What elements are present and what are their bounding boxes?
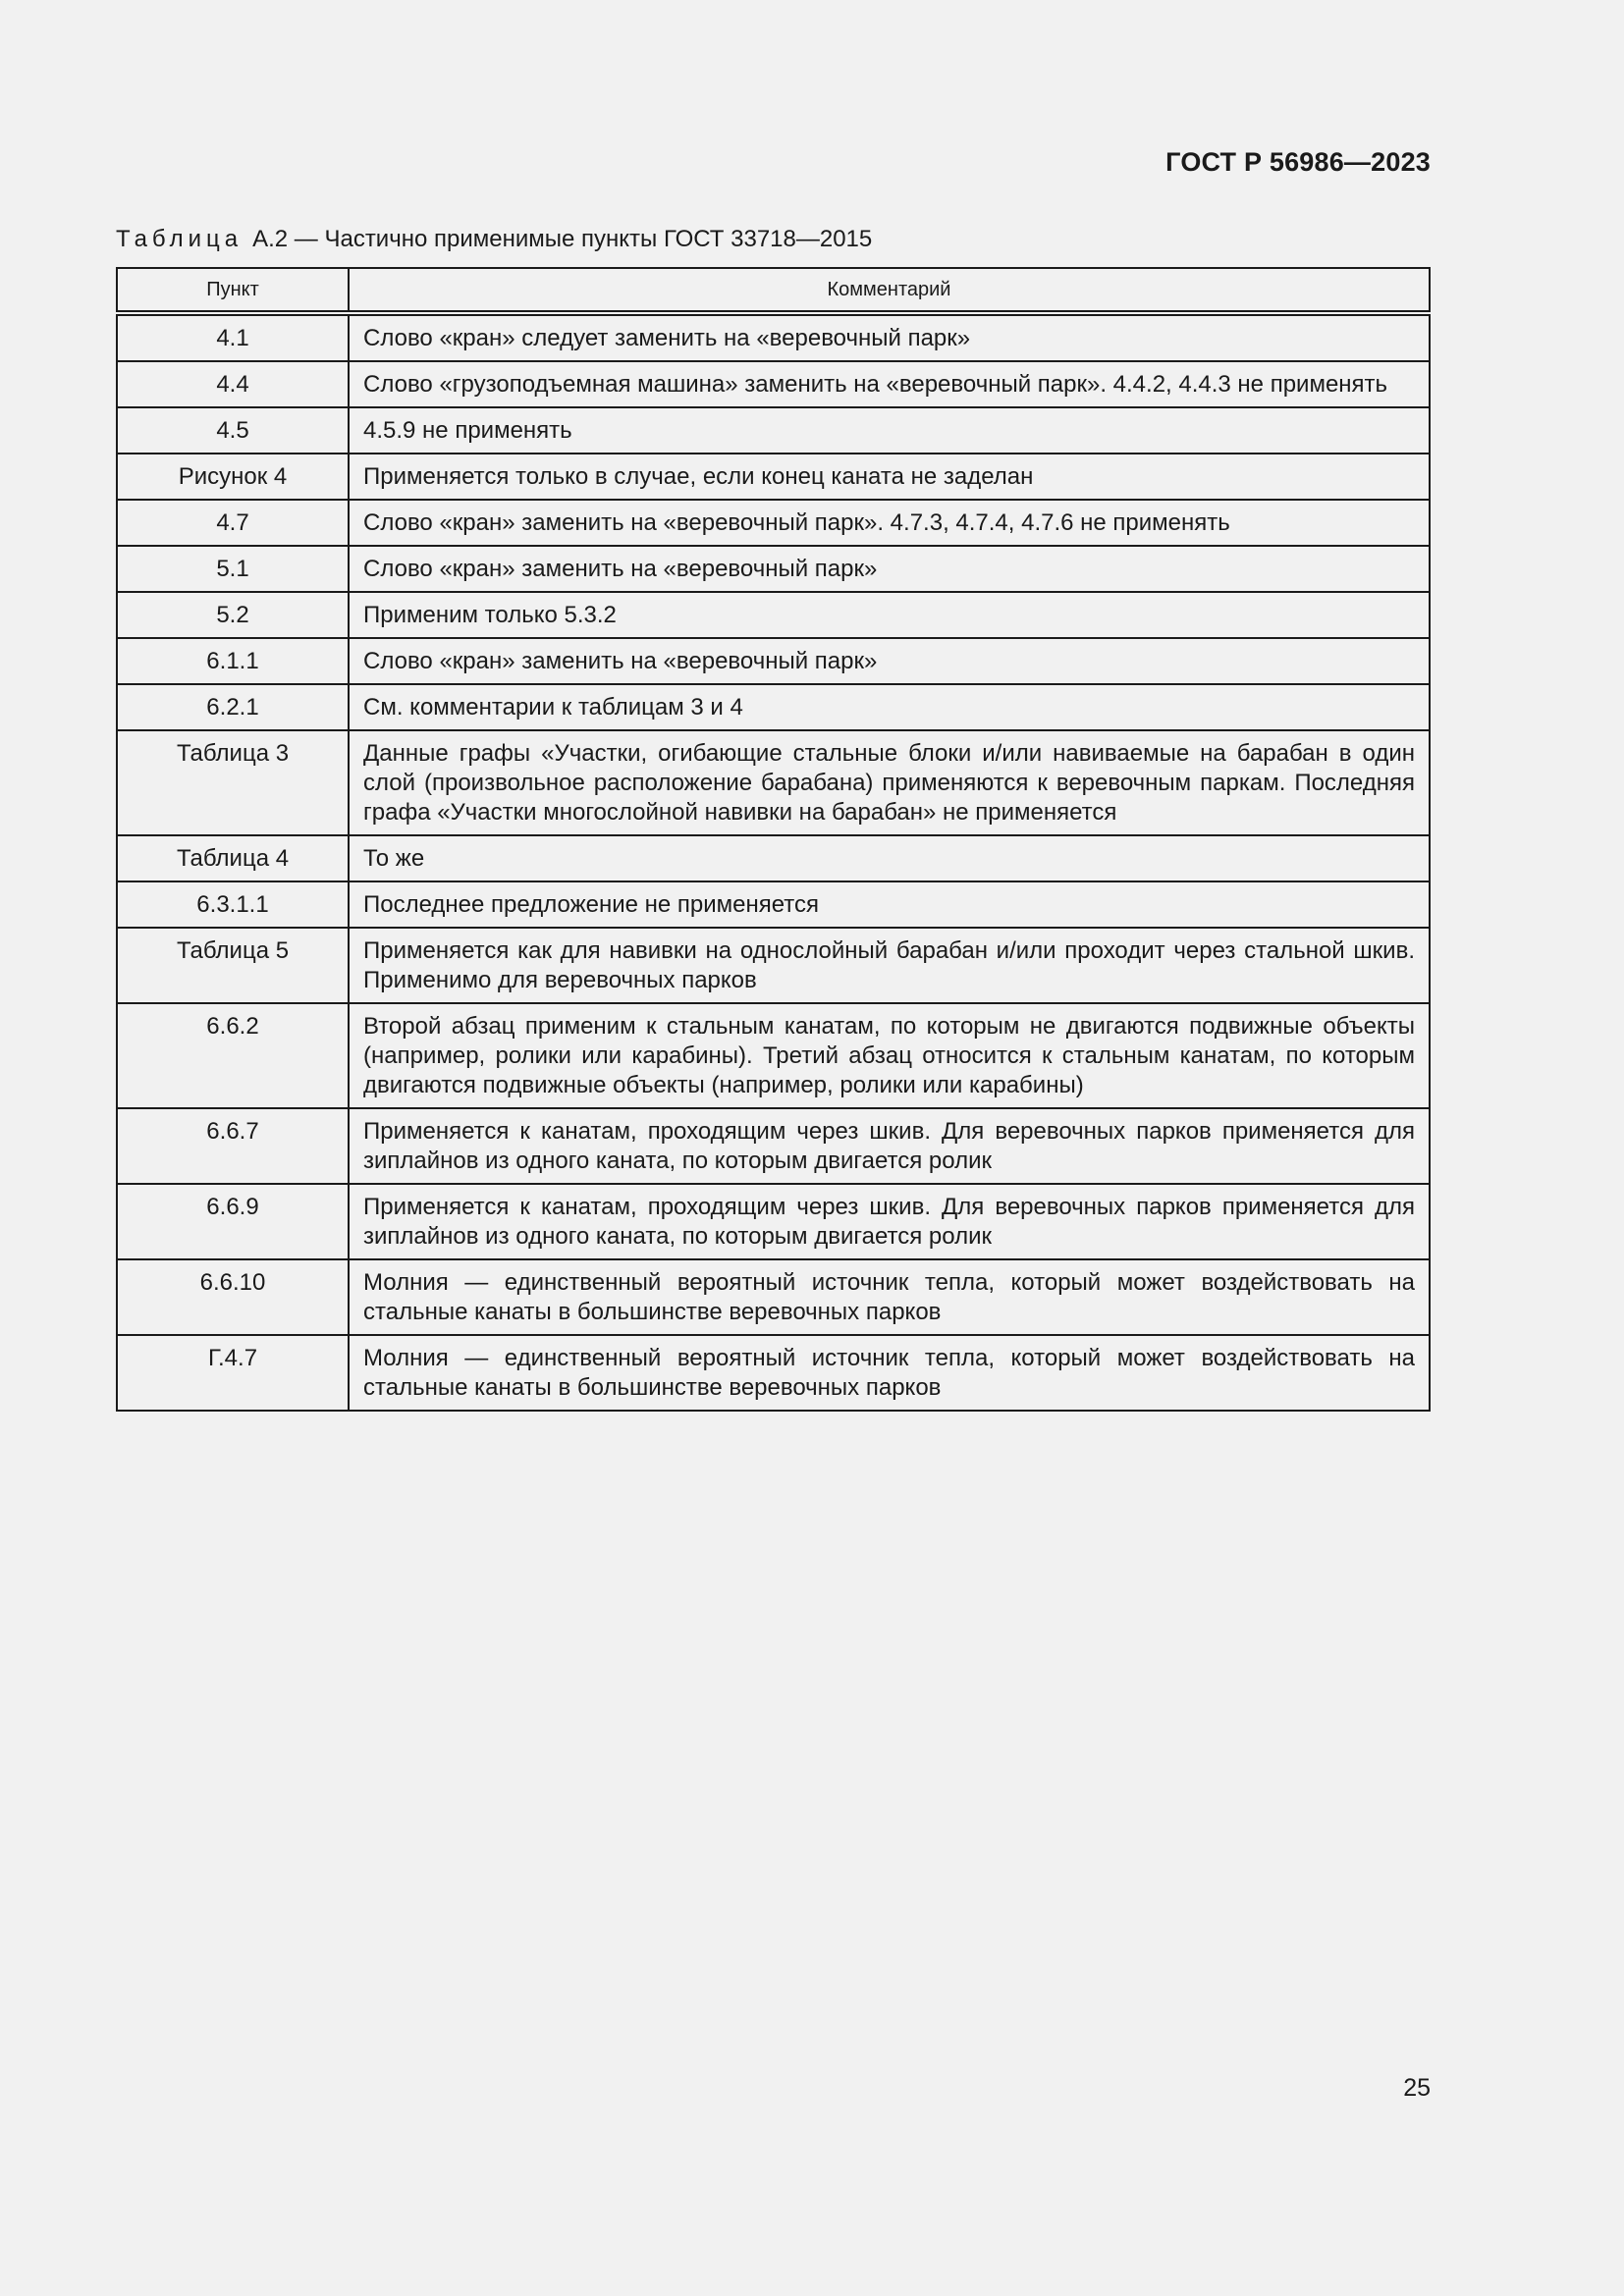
- table-caption: [116, 226, 872, 253]
- cell-point: Г.4.7: [117, 1335, 349, 1411]
- cell-point: Рисунок 4: [117, 454, 349, 500]
- cell-comment: Слово «кран» заменить на «веревочный парк». 4.7.3, 4.7.4, 4.7.6 не применять: [349, 500, 1430, 546]
- cell-point: 4.7: [117, 500, 349, 546]
- cell-point: 4.5: [117, 407, 349, 454]
- cell-comment: См. комментарии к таблицам 3 и 4: [349, 684, 1430, 730]
- cell-comment: Слово «кран» следует заменить на «веревочный парк»: [349, 313, 1430, 361]
- cell-comment: Слово «кран» заменить на «веревочный парк»: [349, 546, 1430, 592]
- cell-point: 6.1.1: [117, 638, 349, 684]
- cell-comment: Молния — единственный вероятный источник тепла, который может воздействовать на стальные канаты в большинстве веревочных парков: [349, 1259, 1430, 1335]
- cell-point: 6.6.10: [117, 1259, 349, 1335]
- cell-point: 4.4: [117, 361, 349, 407]
- cell-point: 4.1: [117, 313, 349, 361]
- table-row: [117, 835, 1430, 881]
- column-header-comment: Комментарий: [349, 268, 1430, 313]
- page-number: 25: [1403, 2074, 1431, 2102]
- cell-point: 5.1: [117, 546, 349, 592]
- cell-comment: Молния — единственный вероятный источник тепла, который может воздействовать на стальные канаты в большинстве веревочных парков: [349, 1335, 1430, 1411]
- table-row: [117, 454, 1430, 500]
- table-row: [117, 1259, 1430, 1335]
- table-caption-title: А.2 — Частично применимые пункты ГОСТ 33718—2015: [252, 226, 873, 252]
- cell-comment: 4.5.9 не применять: [349, 407, 1430, 454]
- table-row: [117, 1184, 1430, 1259]
- table-row: [117, 313, 1430, 361]
- cell-comment: Применим только 5.3.2: [349, 592, 1430, 638]
- table-row: [117, 407, 1430, 454]
- cell-comment: Применяется к канатам, проходящим через шкив. Для веревочных парков применяется для зиплайнов из одного каната, по которым двигается ролик: [349, 1108, 1430, 1184]
- document-code: ГОСТ Р 56986—2023: [1165, 147, 1431, 177]
- cell-point: Таблица 3: [117, 730, 349, 835]
- table-row: [117, 1335, 1430, 1411]
- cell-comment: Второй абзац применим к стальным канатам, по которым не двигаются подвижные объекты (например, ролики или карабины). Третий абзац относится к стальным канатам, по которым двигаются подвижные объекты (например, ролики или карабины): [349, 1003, 1430, 1108]
- cell-comment: Слово «кран» заменить на «веревочный парк»: [349, 638, 1430, 684]
- table-row: [117, 361, 1430, 407]
- cell-comment: Применяется как для навивки на однослойный барабан и/или проходит через стальной шкив. Применимо для веревочных парков: [349, 928, 1430, 1003]
- clauses-table: [116, 267, 1431, 1412]
- table-row: [117, 546, 1430, 592]
- table-row: [117, 638, 1430, 684]
- table-row: [117, 500, 1430, 546]
- table-row: [117, 1108, 1430, 1184]
- cell-comment: Слово «грузоподъемная машина» заменить на «веревочный парк». 4.4.2, 4.4.3 не применять: [349, 361, 1430, 407]
- cell-point: Таблица 5: [117, 928, 349, 1003]
- cell-comment: Применяется к канатам, проходящим через шкив. Для веревочных парков применяется для зиплайнов из одного каната, по которым двигается ролик: [349, 1184, 1430, 1259]
- table-body: [117, 313, 1430, 1411]
- cell-point: 5.2: [117, 592, 349, 638]
- table-row: [117, 592, 1430, 638]
- column-header-point: Пункт: [117, 268, 349, 313]
- table-row: [117, 730, 1430, 835]
- cell-point: 6.3.1.1: [117, 881, 349, 928]
- table-header-row: [117, 268, 1430, 313]
- table-row: [117, 881, 1430, 928]
- table-row: [117, 684, 1430, 730]
- cell-comment: То же: [349, 835, 1430, 881]
- cell-point: 6.6.9: [117, 1184, 349, 1259]
- cell-point: 6.2.1: [117, 684, 349, 730]
- cell-point: Таблица 4: [117, 835, 349, 881]
- cell-point: 6.6.7: [117, 1108, 349, 1184]
- table-row: [117, 1003, 1430, 1108]
- table-row: [117, 928, 1430, 1003]
- cell-comment: Применяется только в случае, если конец каната не заделан: [349, 454, 1430, 500]
- cell-comment: Данные графы «Участки, огибающие стальные блоки и/или навиваемые на барабан в один слой (произвольное расположение барабана) применяются к веревочным паркам. Последняя графа «Участки многослойной навивки на барабан» не применяется: [349, 730, 1430, 835]
- cell-comment: Последнее предложение не применяется: [349, 881, 1430, 928]
- table-caption-label: Таблица: [116, 226, 244, 252]
- cell-point: 6.6.2: [117, 1003, 349, 1108]
- table-container: [116, 267, 1431, 1412]
